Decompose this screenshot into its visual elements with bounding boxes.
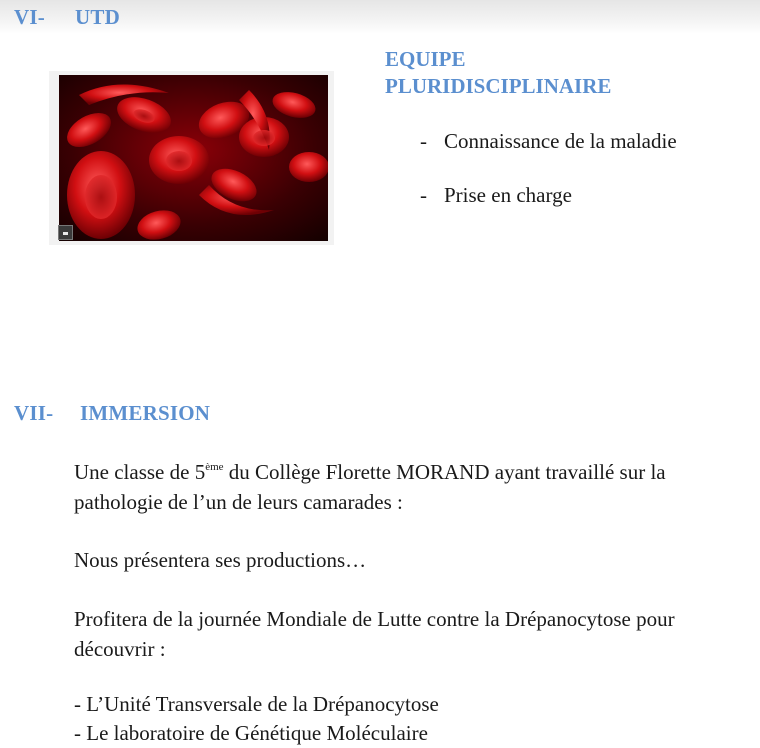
team-list-item	[420, 183, 572, 208]
image-icon	[58, 225, 73, 240]
team-title	[385, 46, 611, 100]
red-blood-cells-illustration	[59, 75, 328, 241]
paragraph-class-text-end: du Collège Florette MORAND ayant travaillé sur la pathologie de l’un de leurs camarades :	[74, 460, 666, 514]
paragraph-world-day: Profitera de la journée Mondiale de Lutte contre la Drépanocytose pour découvrir :	[74, 607, 675, 661]
visit-list-item: - Le laboratoire de Génétique Moléculaire	[74, 721, 428, 745]
team-list-item-text: Connaissance de la maladie	[444, 129, 677, 153]
sickle-cell-image	[49, 71, 334, 245]
section-7-title: IMMERSION	[80, 401, 211, 425]
team-title-line-2: PLURIDISCIPLINAIRE	[385, 74, 612, 98]
paragraph-class-text-start: Une classe de 5	[74, 460, 206, 484]
section-6-number: VI-	[14, 5, 45, 29]
list-dash: -	[420, 129, 427, 153]
paragraph-productions: Nous présentera ses productions…	[74, 548, 367, 572]
team-title-line-1: EQUIPE	[385, 47, 466, 71]
visit-list-item: - L’Unité Transversale de la Drépanocytose	[74, 692, 439, 716]
visit-list	[74, 690, 754, 748]
paragraph-class-intro	[74, 457, 754, 517]
section-7-number: VII-	[14, 401, 54, 425]
section-6-title: UTD	[75, 5, 120, 29]
list-dash: -	[420, 183, 427, 207]
team-list-item-text: Prise en charge	[444, 183, 572, 207]
superscript-grade: ème	[205, 461, 224, 473]
team-list-item	[420, 129, 677, 154]
